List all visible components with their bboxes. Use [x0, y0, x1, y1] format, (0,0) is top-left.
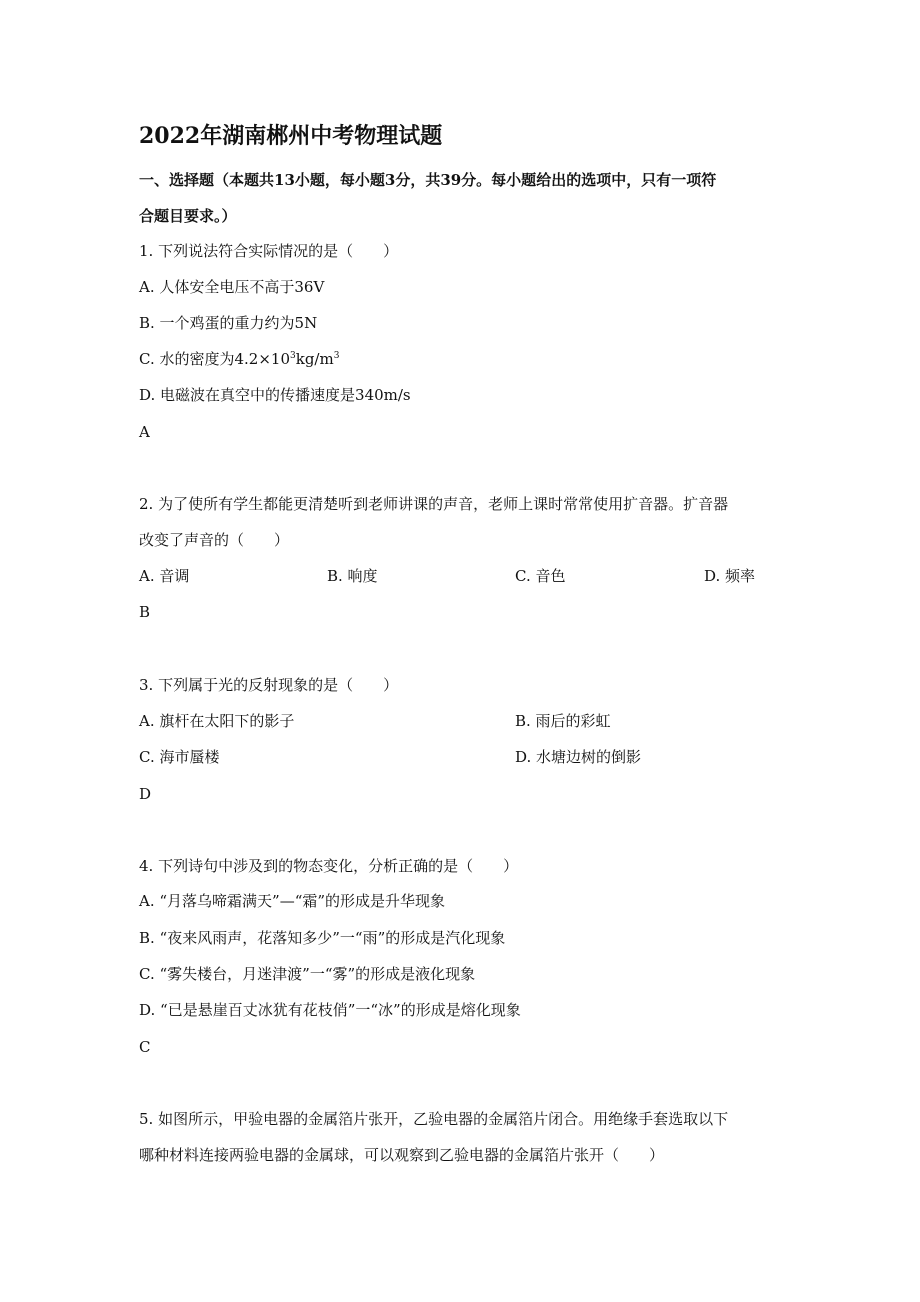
section-heading-line-2: 合题目要求。）: [139, 207, 237, 225]
question-4-answer: C: [139, 1038, 151, 1056]
question-4-option-a: A. “月落乌啼霜满天”—“霜”的形成是升华现象: [139, 892, 446, 910]
question-2-option-b: B. 响度: [327, 567, 378, 585]
question-4-option-b: B. “夜来风雨声，花落知多少”一“雨”的形成是汽化现象: [139, 929, 506, 947]
question-1-option-d: D. 电磁波在真空中的传播速度是340m/s: [139, 386, 411, 404]
section-heading-line-1: 一、选择题（本题共13小题，每小题3分，共39分。每小题给出的选项中，只有一项符: [139, 171, 717, 189]
question-3-option-c: C. 海市蜃楼: [139, 748, 220, 766]
option-c-text: C. 水的密度为4.2×10: [139, 350, 290, 368]
question-1-stem: 1. 下列说法符合实际情况的是（ ）: [139, 242, 399, 260]
option-c-unit: kg/m: [295, 350, 334, 368]
page-title: 2022年湖南郴州中考物理试题: [139, 123, 443, 149]
superscript: 3: [290, 351, 296, 361]
question-5-stem-line-2: 哪种材料连接两验电器的金属球，可以观察到乙验电器的金属箔片张开（ ）: [139, 1146, 665, 1164]
question-4-option-d: D. “已是悬崖百丈冰犹有花枝俏”一“冰”的形成是熔化现象: [139, 1001, 521, 1019]
question-1-option-a: A. 人体安全电压不高于36V: [139, 278, 325, 296]
question-2-option-a: A. 音调: [139, 567, 190, 585]
question-3-option-a: A. 旗杆在太阳下的影子: [139, 712, 295, 730]
question-3-stem: 3. 下列属于光的反射现象的是（ ）: [139, 676, 399, 694]
question-1-option-b: B. 一个鸡蛋的重力约为5N: [139, 314, 318, 332]
question-2-answer: B: [139, 603, 151, 621]
question-5-stem-line-1: 5. 如图所示，甲验电器的金属箔片张开，乙验电器的金属箔片闭合。用绝缘手套选取以下: [139, 1110, 729, 1128]
question-2-stem-line-2: 改变了声音的（ ）: [139, 531, 290, 549]
superscript: 3: [333, 351, 340, 361]
question-2-option-c: C. 音色: [515, 567, 566, 585]
question-2-stem-line-1: 2. 为了使所有学生都能更清楚听到老师讲课的声音，老师上课时常常使用扩音器。扩音器: [139, 495, 729, 513]
question-4-stem: 4. 下列诗句中涉及到的物态变化，分析正确的是（ ）: [139, 857, 519, 875]
question-1-option-c: [139, 349, 339, 369]
question-4-option-c: C. “雾失楼台，月迷津渡”一“雾”的形成是液化现象: [139, 965, 476, 983]
question-1-answer: A: [139, 423, 150, 441]
question-3-answer: D: [139, 785, 152, 803]
question-2-option-d: D. 频率: [704, 567, 756, 585]
question-3-option-d: D. 水塘边树的倒影: [515, 748, 642, 766]
question-3-option-b: B. 雨后的彩虹: [515, 712, 611, 730]
